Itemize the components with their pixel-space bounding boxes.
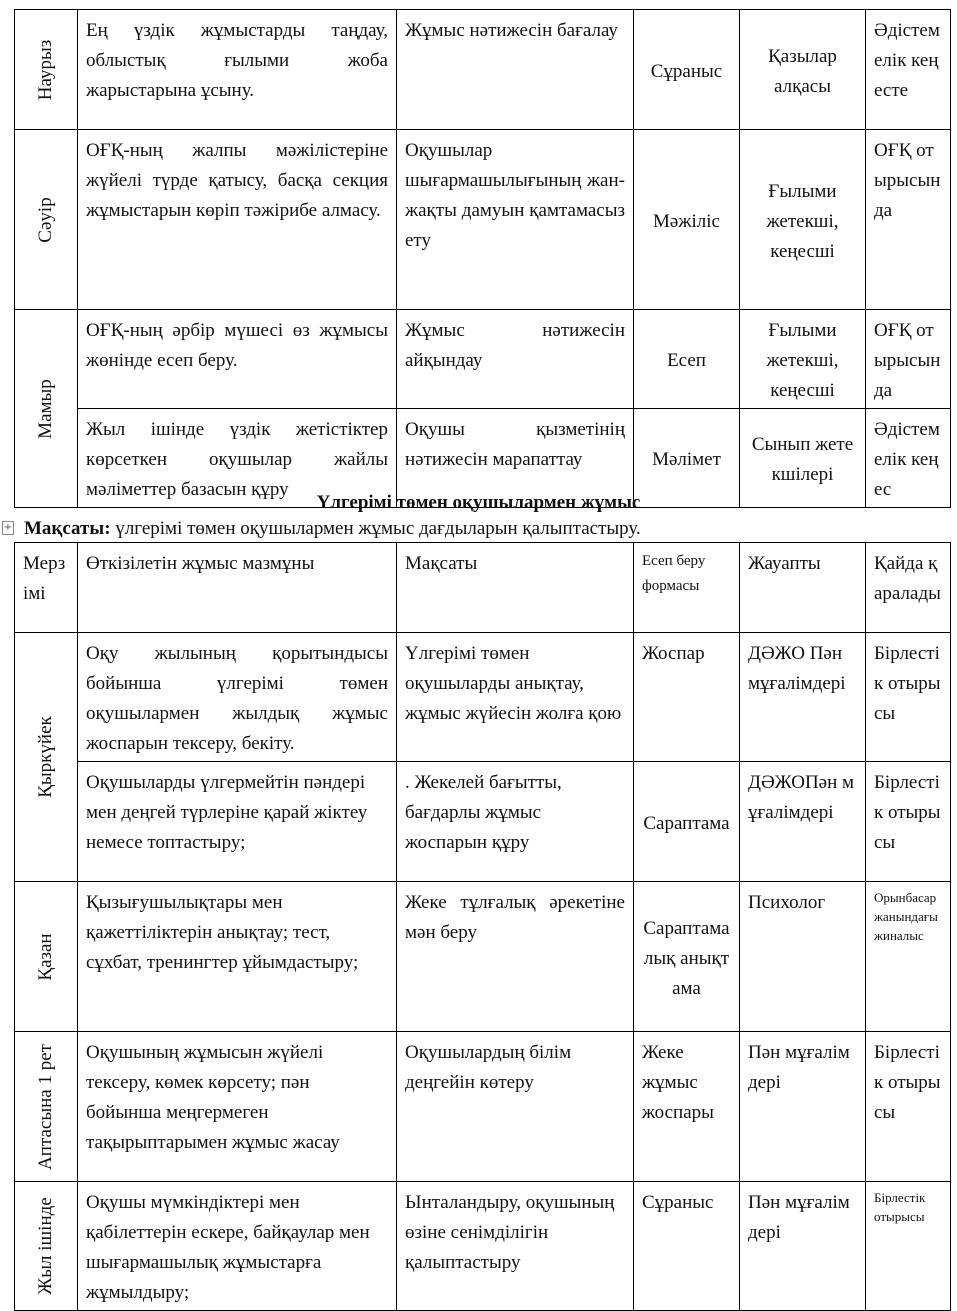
form-cell: Жеке жұмыс жоспары xyxy=(634,1032,740,1182)
content-cell: Оқушыларды үлгермейтін пәндері мен деңгей түрлеріне қарай жіктеу немесе топтастыру; xyxy=(78,762,397,882)
table-header-row xyxy=(15,543,951,633)
header-term: Мерзімі xyxy=(15,543,78,633)
content-cell: Жыл ішінде үздік жетістіктер көрсеткен оқушылар жайлы мәліметтер базасын құру xyxy=(78,409,397,508)
where-cell: Бірлестік отырысы xyxy=(866,1182,951,1311)
responsible-cell: Сынып жетекшілері xyxy=(740,409,866,508)
where-cell: Бірлестік отырысы xyxy=(866,762,951,882)
responsible-cell: ДӘЖО Пән мұғалімдері xyxy=(740,633,866,762)
table-row xyxy=(15,882,951,1032)
month-cell xyxy=(15,10,78,130)
table-row xyxy=(15,310,951,409)
form-cell: Есеп xyxy=(634,310,740,409)
term-label: Қыркүйек xyxy=(35,716,56,798)
table-row xyxy=(15,10,951,130)
content-cell: Оқушының жұмысын жүйелі тексеру, көмек көрсету; пән бойынша меңгермеген тақырыптарымен жұмыс жасау xyxy=(78,1032,397,1182)
table-row xyxy=(15,130,951,310)
form-cell: Жоспар xyxy=(634,633,740,762)
month-label: Сәуір xyxy=(35,196,56,243)
month-cell xyxy=(15,130,78,310)
term-label: Жыл ішінде xyxy=(35,1197,56,1295)
content-cell: ОҒҚ-ның жалпы мәжілістеріне жүйелі түрде қатысу, басқа секция жұмыстарын көріп тәжірибе алмасу. xyxy=(78,130,397,310)
goal-cell: Жеке тұлғалық әрекетіне мән беру xyxy=(397,882,634,1032)
term-cell xyxy=(15,1032,78,1182)
section-title: Үлгерімі төмен оқушылармен жұмыс xyxy=(316,492,641,513)
goal-label: Мақсаты: xyxy=(24,518,111,539)
form-cell: Сұраныс xyxy=(634,10,740,130)
where-cell: Орынбасар жанындағы жиналыс xyxy=(866,882,951,1032)
header-content: Өткізілетін жұмыс мазмұны xyxy=(78,543,397,633)
term-cell xyxy=(15,633,78,882)
content-cell: Ең үздік жұмыстарды таңдау, облыстық ғылыми жоба жарыстарына ұсыну. xyxy=(78,10,397,130)
responsible-cell: ДӘЖОПән мұғалімдері xyxy=(740,762,866,882)
header-where: Қайда қаралады xyxy=(866,543,951,633)
header-form: Есеп беру формасы xyxy=(634,543,740,633)
table-row xyxy=(15,1032,951,1182)
term-cell xyxy=(15,882,78,1032)
content-cell: ОҒҚ-ның әрбір мүшесі өз жұмысы жөнінде есеп беру. xyxy=(78,310,397,409)
where-cell: Әдістемелік кеңесте xyxy=(866,10,951,130)
content-cell: Оқушы мүмкіндіктері мен қабілеттерін ескере, байқаулар мен шығармашылық жұмыстарға жұмылдыру; xyxy=(78,1182,397,1311)
table-row xyxy=(15,633,951,762)
term-label: Аптасына 1 рет xyxy=(35,1043,56,1170)
where-cell: Әдістемелік кеңес xyxy=(866,409,951,508)
header-responsible: Жауапты xyxy=(740,543,866,633)
goal-text: үлгерімі төмен оқушылармен жұмыс дағдыларын қалыптастыру. xyxy=(110,518,641,539)
responsible-cell: Психолог xyxy=(740,882,866,1032)
where-cell: ОҒҚ отырысында xyxy=(866,130,951,310)
form-cell: Мәжіліс xyxy=(634,130,740,310)
form-cell: Сұраныс xyxy=(634,1182,740,1311)
goal-cell: Оқушылар шығармашылығының жан-жақты дамуын қамтамасыз ету xyxy=(397,130,634,310)
responsible-cell: Пән мұғалімдері xyxy=(740,1032,866,1182)
table-row xyxy=(15,762,951,882)
content-cell: Қызығушылықтары мен қажеттіліктерін анықтау; тест, сұхбат, тренингтер ұйымдастыру; xyxy=(78,882,397,1032)
content-cell: Оқу жылының қорытындысы бойынша үлгерімі төмен оқушылармен жылдық жұмыс жоспарын тексеру, бекіту. xyxy=(78,633,397,762)
header-goal: Мақсаты xyxy=(397,543,634,633)
goal-cell: Оқушылардың білім деңгейін көтеру xyxy=(397,1032,634,1182)
term-cell xyxy=(15,1182,78,1311)
month-label: Мамыр xyxy=(35,378,56,439)
goal-cell: Үлгерімі төмен оқушыларды анықтау, жұмыс жүйесін жолға қою xyxy=(397,633,634,762)
term-label: Қазан xyxy=(35,932,56,981)
responsible-cell: Ғылыми жетекші, кеңесші xyxy=(740,130,866,310)
responsible-cell: Пән мұғалімдері xyxy=(740,1182,866,1311)
where-cell: Бірлестік отырысы xyxy=(866,633,951,762)
goal-cell: Оқушы қызметінің нәтижесін марапаттау xyxy=(397,409,634,508)
month-cell xyxy=(15,310,78,508)
where-cell: Бірлестік отырысы xyxy=(866,1032,951,1182)
goal-cell: Жұмыс нәтижесін бағалау xyxy=(397,10,634,130)
responsible-cell: Қазылар алқасы xyxy=(740,10,866,130)
responsible-cell: Ғылыми жетекші, кеңесші xyxy=(740,310,866,409)
form-cell: Сараптамалық анықтама xyxy=(634,882,740,1032)
where-cell: ОҒҚ отырысында xyxy=(866,310,951,409)
anchor-marker-icon: + xyxy=(3,522,13,533)
month-label: Наурыз xyxy=(35,39,56,100)
table-row xyxy=(15,1182,951,1311)
goal-cell: Ынталандыру, оқушының өзіне сенімділігін қалыптастыру xyxy=(397,1182,634,1311)
goal-cell: Жұмыс нәтижесін айқындау xyxy=(397,310,634,409)
section-goal xyxy=(24,516,641,542)
form-cell: Мәлімет xyxy=(634,409,740,508)
goal-cell: . Жекелей бағытты, бағдарлы жұмыс жоспарын құру xyxy=(397,762,634,882)
table-ogk-plan xyxy=(14,9,951,508)
form-cell: Сараптама xyxy=(634,762,740,882)
table-low-achievers-plan xyxy=(14,542,951,1311)
